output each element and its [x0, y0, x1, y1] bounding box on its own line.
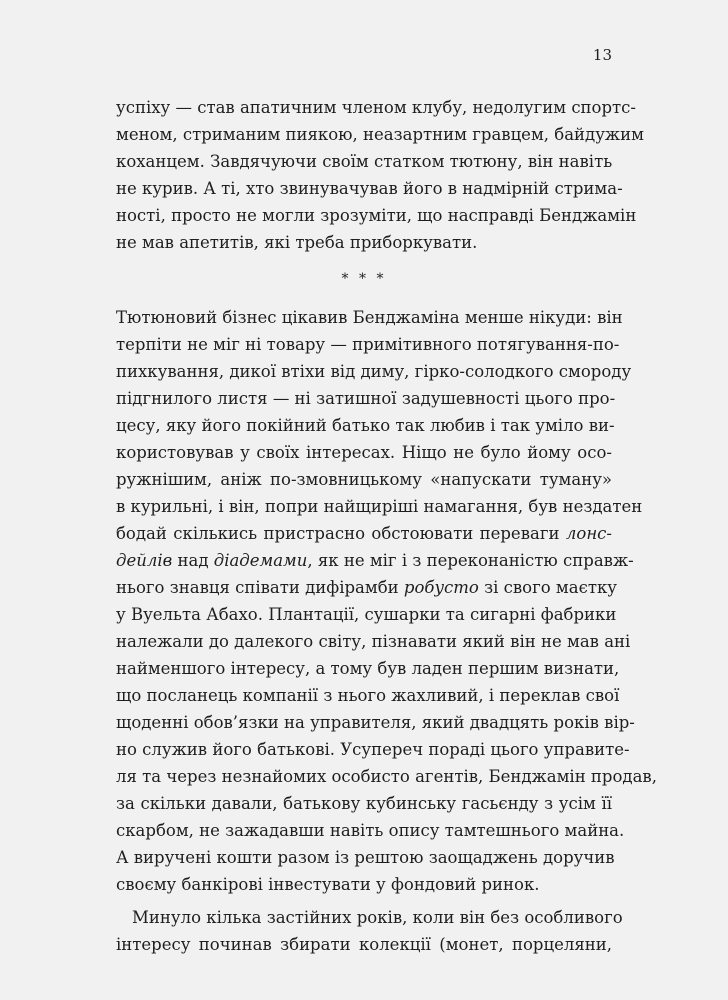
text-line — [116, 574, 617, 601]
text-fragment: нього знавця співати дифірамби — [116, 578, 404, 597]
text-line: пихкування, дикої втіхи від диму, гірко-солодкого смороду — [116, 362, 632, 381]
text-fragment: зі свого маєтку — [478, 578, 617, 597]
text-line: ружнішим, аніж по-змовницькому «напускати туману» — [116, 470, 612, 489]
text-line: найменшого інтересу, а тому був ладен першим визнати, — [116, 659, 620, 678]
text-line: коханцем. Завдячуючи своїм статком тютюну, він навіть — [116, 152, 613, 171]
paragraph-1 — [116, 94, 644, 256]
text-line: терпіти не міг ні товару — примітивного потягування-по- — [116, 335, 620, 354]
text-line: успіху — став апатичним членом клубу, недолугим спортс- — [116, 98, 636, 117]
body-text — [116, 94, 657, 958]
text-line: Минуло кілька застійних років, коли він без особливого — [132, 908, 623, 927]
text-line: підгнилого листя — ні затишної задушевності цього про- — [116, 389, 616, 408]
text-line: у Вуельта Абахо. Плантації, сушарки та сигарні фабрики — [116, 605, 617, 624]
text-fragment: над — [172, 551, 214, 570]
text-fragment: , як не міг і з переконаністю справж- — [307, 551, 634, 570]
text-fragment: бодай скількись пристрасно обстоювати переваги — [116, 524, 566, 543]
text-line: меном, стриманим пиякою, неазартним гравцем, байдужим — [116, 125, 644, 144]
italic-term: лонс- — [565, 524, 612, 543]
text-line: за скільки давали, батькову кубинську гасьєнду з усім її — [116, 794, 612, 813]
text-line: належали до далекого світу, пізнавати який він не мав ані — [116, 632, 631, 651]
text-line: користовував у своїх інтересах. Ніщо не було йому осо- — [116, 443, 612, 462]
text-line: А виручені кошти разом із рештою заощаджень доручив — [116, 848, 615, 867]
section-separator: * * * — [341, 271, 387, 287]
italic-term: діадемами — [213, 551, 308, 570]
page-number: 13 — [592, 46, 612, 64]
text-line: в курильні, і він, попри найщиріші намагання, був нездатен — [116, 497, 643, 516]
text-line: щоденні обов’язки на управителя, який двадцять років вір- — [116, 713, 635, 732]
text-line: Тютюновий бізнес цікавив Бенджаміна менше нікуди: він — [116, 308, 623, 327]
text-line: но служив його батькові. Усупереч пораді цього управите- — [116, 740, 630, 759]
text-line: інтересу починав збирати колекції (монет, порцеляни, — [116, 935, 612, 954]
text-line: ля та через незнайомих особисто агентів, Бенджамін продав, — [116, 767, 657, 786]
text-line — [116, 547, 634, 574]
paragraph-3 — [116, 904, 623, 958]
text-line: цесу, яку його покійний батько так любив і так уміло ви- — [116, 416, 615, 435]
text-line: що посланець компанії з нього жахливий, і переклав свої — [116, 686, 620, 705]
text-line — [116, 520, 612, 547]
text-line: скарбом, не зажадавши навіть опису тамтешнього майна. — [116, 821, 625, 840]
text-line: ності, просто не могли зрозуміти, що насправді Бенджамін — [116, 206, 637, 225]
italic-term: робусто — [403, 578, 479, 597]
text-line: не мав апетитів, які треба приборкувати. — [116, 233, 478, 252]
text-line: своєму банкірові інвестувати у фондовий ринок. — [116, 875, 540, 894]
italic-term: дейлів — [116, 551, 173, 570]
text-line: не курив. А ті, хто звинувачував його в надмірній стрима- — [116, 179, 623, 198]
paragraph-2 — [116, 304, 657, 898]
